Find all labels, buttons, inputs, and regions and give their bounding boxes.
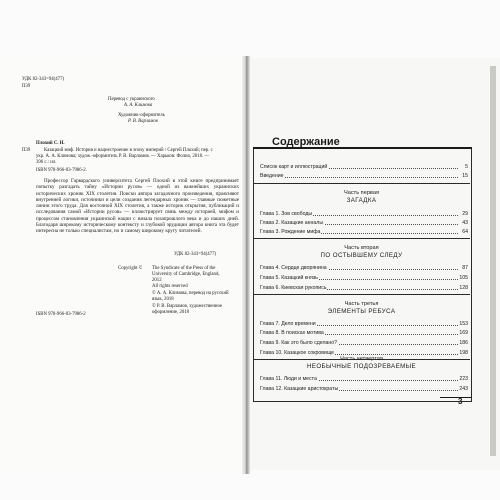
isbn-line: ISBN 978-966-03-7986-2.	[36, 168, 87, 173]
part-label: Часть четвертая	[340, 356, 383, 362]
toc-row-label: Глава 5. Казацкий князь	[260, 275, 318, 281]
toc-row-label: Глава 2. Казацкие анналы	[260, 220, 324, 226]
page-number: 3	[458, 397, 463, 406]
part-title: ЗАГАДКА	[346, 197, 377, 204]
isbn-bottom: ISBN 978-966-03-7986-2	[36, 312, 86, 317]
toc-row-label: Глава 10. Казацкое сокровище	[260, 350, 335, 356]
toc-row-label: Глава 3. Рождение мифа	[260, 229, 321, 235]
copyright-line: оформление, 2018	[152, 310, 190, 315]
toc-row	[260, 275, 468, 281]
code-top: П39	[22, 84, 31, 89]
udk-bottom: УДК 82-343=94(477)	[174, 252, 217, 257]
abstract-text: Профессор Гарвардского университета Сергей Плохий в этой книге предпринимает попытку разгадать тайну «Истории русов» — одной из важнейших украинских исторических хроник XIX столетия. Поиски автора загадочного произведения, проясняют внутренней логики, источники и цели создания легендарных хроник — главные сюжетные линии этого труда. Для восточной XIX столетия, а также историк открытия, публикаций и исследования самой «Истории русов» — иллюстрирует связь между историей, мифом и процессом становления украинской нации с начала позапрошлого века и до наших дней. Благодаря широкому историческому контексту и глубокой эрудиции автора книга эта будет интересна не только специалистам, но и самому широкому кругу читателей.	[36, 178, 239, 235]
artist-name: Р. В. Варламов	[128, 119, 158, 124]
toc-row-page: 87	[462, 265, 468, 271]
toc-separator	[253, 238, 470, 239]
copyright-line: All rights reserved	[152, 284, 188, 289]
toc-row-label: Глава 11. Люди и места	[260, 376, 317, 382]
toc-row	[260, 173, 468, 179]
toc-row-page: 198	[459, 350, 468, 356]
copyright-line: © А. А. Климова, перевод на русский	[152, 291, 229, 296]
toc-row-label: Глава 4. Сердце дворянина	[260, 265, 327, 271]
copyright-line: © Р. В. Варламов, художественное	[152, 304, 223, 309]
part-title: ПО ОСТЫВШЕМУ СЛЕДУ	[320, 252, 403, 259]
translator-label: Перевод с украинского	[108, 97, 155, 102]
copyright-line: The Syndicate of the Press of the	[152, 266, 216, 271]
copyright-label: Copyright ©	[118, 266, 143, 271]
toc-row-label: Введение	[260, 173, 284, 179]
toc-row	[260, 220, 468, 226]
toc-separator	[253, 294, 470, 295]
page-number-rule	[440, 397, 472, 410]
artist-label: Художник-оформитель	[118, 113, 165, 118]
toc-row	[260, 340, 468, 346]
toc-row-page: 105	[459, 275, 468, 281]
part-title: ЭЛЕМЕНТЫ РЕБУСА	[327, 308, 396, 315]
toc-row-page: 169	[459, 330, 468, 336]
toc-row-page: 43	[462, 220, 468, 226]
toc-row	[260, 229, 468, 235]
toc-separator	[253, 183, 470, 184]
toc-row	[260, 211, 468, 217]
toc-row	[260, 265, 468, 271]
toc-row	[260, 330, 468, 336]
toc-row-page: 186	[459, 340, 468, 346]
toc-row	[260, 285, 468, 291]
toc-row-page: 5	[465, 164, 468, 170]
translator-name: А. А. Климова	[124, 103, 153, 108]
part-label: Часть вторая	[344, 245, 379, 251]
toc-title: Содержание	[272, 136, 340, 148]
toc-row-page: 64	[462, 229, 468, 235]
toc-row-page: 153	[459, 321, 468, 327]
toc-row-page: 15	[462, 173, 468, 179]
toc-row-label: Глава 12. Казацкие аристократы	[260, 386, 339, 392]
toc-row-page: 128	[459, 285, 468, 291]
toc-row-page: 243	[459, 386, 468, 392]
copyright-line: язык, 2018	[152, 297, 174, 302]
bib-line-3: 396 с.: ил.	[36, 160, 57, 165]
toc-row	[260, 164, 468, 170]
toc-row-label: Глава 9. Как это было сделано?	[260, 340, 338, 346]
toc-row-label: Список карт и иллюстраций	[260, 164, 328, 170]
udk-top: УДК 82-343=94(477)	[22, 77, 65, 82]
part-title: НЕОБЫЧНЫЕ ПОДОЗРЕВАЕМЫЕ	[306, 363, 417, 370]
toc-row-label: Глава 1. Зов свободы	[260, 211, 313, 217]
toc-row-page: 29	[462, 211, 468, 217]
toc-row-label: Глава 8. В поисках мотива	[260, 330, 324, 336]
toc-row	[260, 376, 468, 382]
author-heading: Плохий С. Н.	[36, 141, 65, 146]
copyright-line: University of Cambridge, England,	[152, 272, 220, 277]
copyright-line: 2012	[152, 278, 162, 283]
toc-row-label: Глава 7. Дело времени	[260, 321, 316, 327]
toc-row-label: Глава 6. Киевская рукопись	[260, 285, 327, 291]
code-side: П39	[22, 148, 31, 153]
part-label: Часть первая	[344, 190, 379, 196]
toc-row	[260, 386, 468, 392]
bib-line-1: Казацкий миф. История и нациестроение в эпоху империй / Сергей Плохий; пер. с	[44, 148, 213, 153]
bib-line-2: укр. А. А. Климова; худож.-оформитель Р. В. Варламов. — Харьков: Фолио, 2018. —	[36, 154, 210, 159]
toc-row-page: 223	[459, 376, 468, 382]
book-gutter	[242, 56, 250, 474]
page-edge	[490, 66, 496, 456]
toc-row	[260, 321, 468, 327]
part-label: Часть третья	[344, 301, 379, 307]
